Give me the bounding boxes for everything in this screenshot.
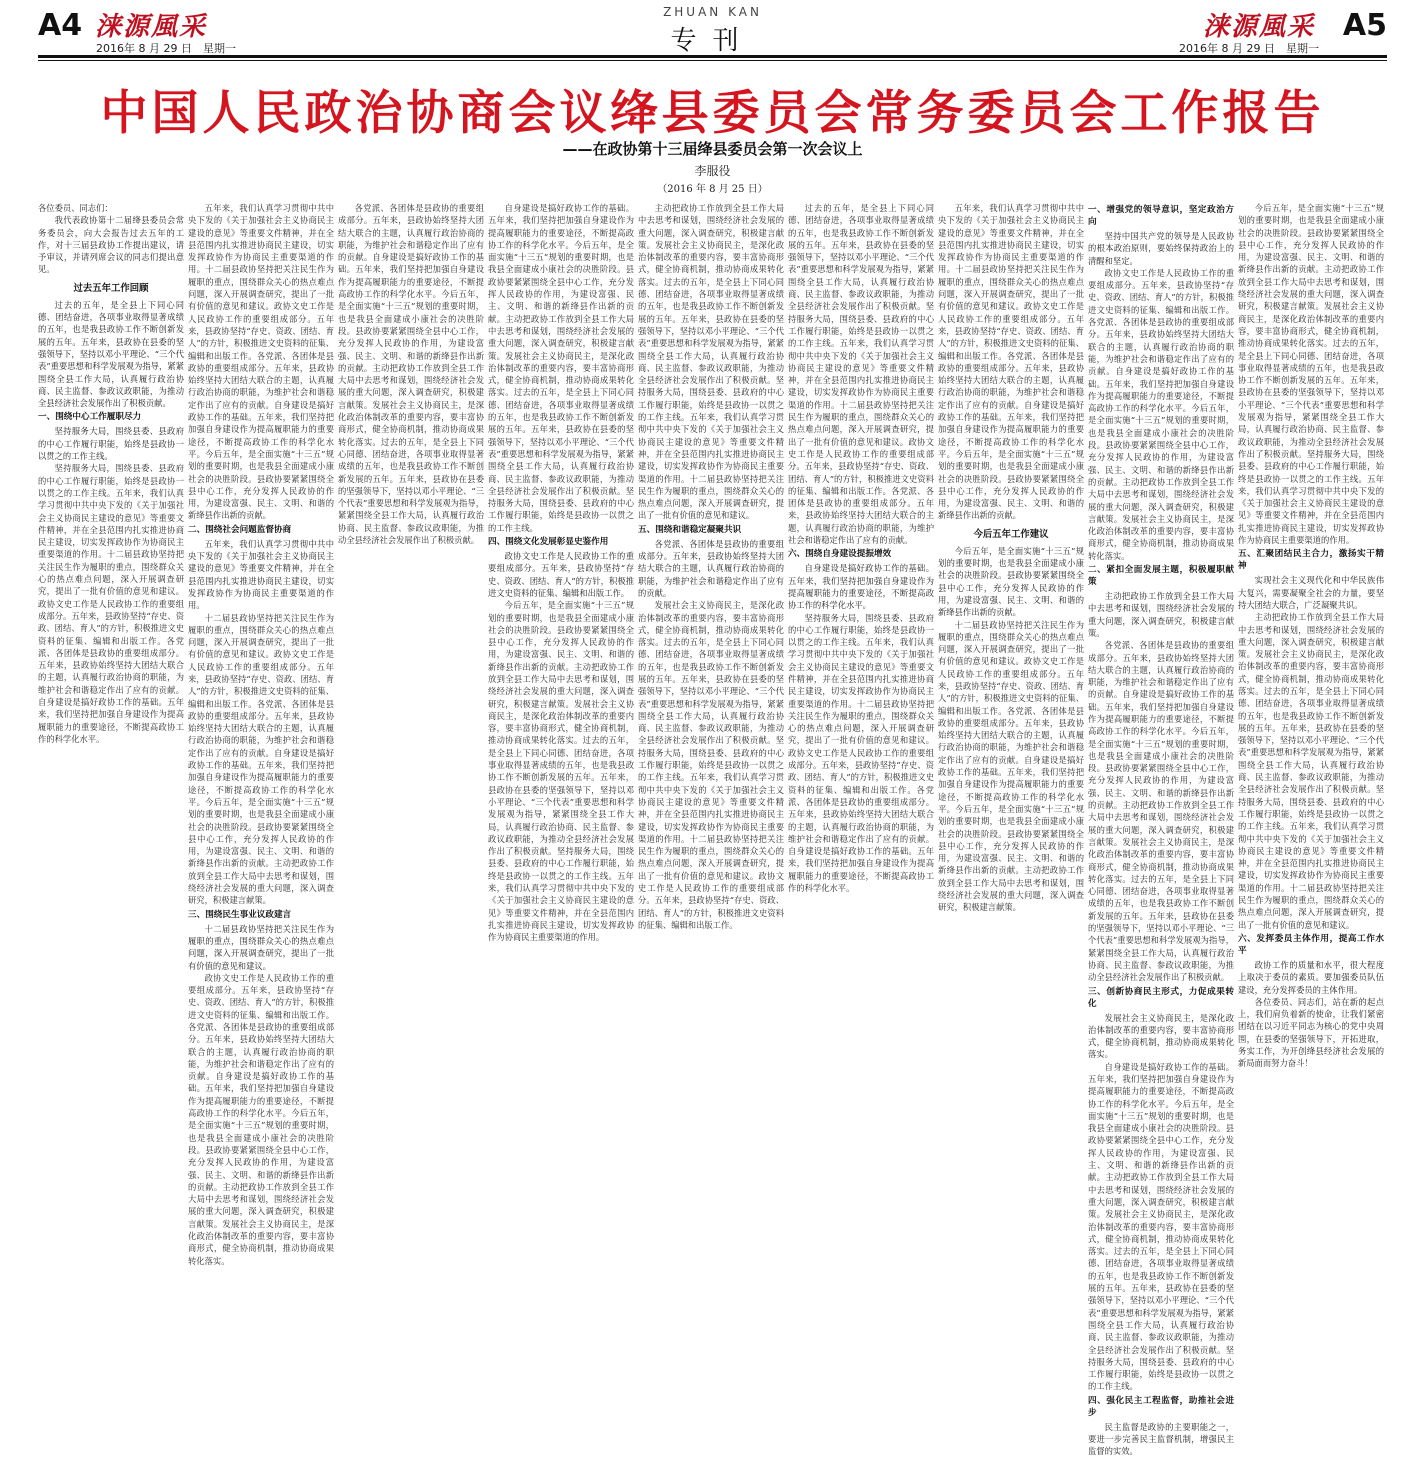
intro-paragraph: 我代表政协第十二届绛县委员会常务委员会，向大会报告过去五年的工作，对十三届县政协工作提出建议，请予审议，并请列席会议的同志们提出意见。 — [38, 215, 184, 275]
subheading-6: 六、围绕自身建设提振增效 — [788, 549, 892, 560]
body-paragraph: 坚持服务大局，围绕县委、县政府的中心工作履行职能，始终是县政协一以贯之的工作主线。五年来，我们认真学习贯彻中共中央下发的《关于加强社会主义协商民主建设的意见》等重要文件精神，并在全县范围内扎实推进协商民主建设，切实发挥政协作为协商民主重要渠道的作用。十二届县政协坚持把关注民生作为履职的重点，围绕群众关心的热点难点问题，深入开展调查研究，提出了一批有价值的意见和建议。政协文史工作是人民政协工作的重要组成部分。五年来，县政协坚持“存史、资政、团结、育人”的方针，积极推进文史资料的征集、编辑和出版工作。各党派、各团体是县政协的重要组成部分。五年来，县政协始终坚持大团结大联合的主题，认真履行政治协商的职能，为维护社会和谐稳定作出了应有的贡献。自身建设是搞好政协工作的基础。五年来，我们坚持把加强自身建设作为提高履职能力的重要途径，不断提高政协工作的科学化水平。 — [788, 612, 934, 894]
body-paragraph: 今后五年，是全面实施“十三五”规划的重要时期，也是我县全面建成小康社会的决胜阶段。县政协要紧紧围绕全县中心工作，充分发挥人民政协的作用，为建设富强、民主、文明、和谐的新绛县作出新的贡献。主动把政协工作放到全县工作大局中去思考和谋划，围绕经济社会发展的重大问题，深入调查研究，积极建言献策。发展社会主义协商民主，是深化政治体制改革的重要内容，要丰富协商形式，健全协商机制，推动协商成果转化落实。过去的五年，是全县上下同心同德、团结奋进，各项事业取得显著成绩的五年，也是我县政协工作不断创新发展的五年。五年来，县政协在县委的坚强领导下，坚持以邓小平理论、“三个代表”重要思想和科学发展观为指导，紧紧围绕全县工作大局，认真履行政治协商、民主监督、参政议政职能，为推动全县经济社会发展作出了积极贡献。坚持服务大局，围绕县委、县政府的中心工作履行职能，始终是县政协一以贯之的工作主线。五年来，我们认真学习贯彻中共中央下发的《关于加强社会主义协商民主建设的意见》等重要文件精神，并在全县范围内扎实推进协商民主建设，切实发挥政协作为协商民主重要渠道的作用。 — [1238, 203, 1384, 546]
page-number-left: A4 — [38, 8, 83, 43]
body-paragraph: 自身建设是搞好政协工作的基础。五年来，我们坚持把加强自身建设作为提高履职能力的重要途径，不断提高政协工作的科学化水平。今后五年，是全面实施“十三五”规划的重要时期，也是我县全面建成小康社会的决胜阶段。县政协要紧紧围绕全县中心工作，充分发挥人民政协的作用，为建设富强、民主、文明、和谐的新绛县作出新的贡献。主动把政协工作放到全县工作大局中去思考和谋划，围绕经济社会发展的重大问题，深入调查研究，积极建言献策。发展社会主义协商民主，是深化政治体制改革的重要内容，要丰富协商形式，健全协商机制，推动协商成果转化落实。过去的五年，是全县上下同心同德、团结奋进，各项事业取得显著成绩的五年，也是我县政协工作不断创新发展的五年。五年来，县政协在县委的坚强领导下，坚持以邓小平理论、“三个代表”重要思想和科学发展观为指导，紧紧围绕全县工作大局，认真履行政治协商、民主监督、参政议政职能，为推动全县经济社会发展作出了积极贡献。坚持服务大局，围绕县委、县政府的中心工作履行职能，始终是县政协一以贯之的工作主线。 — [488, 203, 634, 533]
section-name-en: ZHUAN KAN — [663, 5, 762, 19]
article-column-1 — [38, 202, 184, 944]
article-column-7 — [938, 202, 1084, 944]
fut1-paragraph: 坚持中国共产党的领导是人民政协的根本政治原则，要始终保持政治上的清醒和坚定。 — [1088, 231, 1234, 266]
sub6-paragraph: 自身建设是搞好政协工作的基础。五年来，我们坚持把加强自身建设作为提高履职能力的重要途径，不断提高政协工作的科学化水平。 — [788, 563, 934, 611]
body-paragraph: 发展社会主义协商民主，是深化政治体制改革的重要内容，要丰富协商形式，健全协商机制，推动协商成果转化落实。过去的五年，是全县上下同心同德、团结奋进，各项事业取得显著成绩的五年，也是我县政协工作不断创新发展的五年。五年来，县政协在县委的坚强领导下，坚持以邓小平理论、“三个代表”重要思想和科学发展观为指导，紧紧围绕全县工作大局，认真履行政治协商、民主监督、参政议政职能，为推动全县经济社会发展作出了积极贡献。坚持服务大局，围绕县委、县政府的中心工作履行职能，始终是县政协一以贯之的工作主线。五年来，我们认真学习贯彻中共中央下发的《关于加强社会主义协商民主建设的意见》等重要文件精神，并在全县范围内扎实推进协商民主建设，切实发挥政协作为协商民主重要渠道的作用。十二届县政协坚持把关注民生作为履职的重点，围绕群众关心的热点难点问题，深入开展调查研究，提出了一批有价值的意见和建议。政协文史工作是人民政协工作的重要组成部分。五年来，县政协坚持“存史、资政、团结、育人”的方针，积极推进文史资料的征集、编辑和出版工作。 — [638, 600, 784, 930]
salutation: 各位委员、同志们： — [38, 203, 113, 213]
article-column-5 — [638, 202, 784, 944]
article-column-9 — [1238, 202, 1384, 1069]
body-paragraph: 十二届县政协坚持把关注民生作为履职的重点，围绕群众关心的热点难点问题，深入开展调查研究，提出了一批有价值的意见和建议。政协文史工作是人民政协工作的重要组成部分。五年来，县政协坚持“存史、资政、团结、育人”的方针，积极推进文史资料的征集、编辑和出版工作。各党派、各团体是县政协的重要组成部分。五年来，县政协始终坚持大团结大联合的主题，认真履行政治协商的职能，为维护社会和谐稳定作出了应有的贡献。自身建设是搞好政协工作的基础。五年来，我们坚持把加强自身建设作为提高履职能力的重要途径，不断提高政协工作的科学化水平。今后五年，是全面实施“十三五”规划的重要时期，也是我县全面建成小康社会的决胜阶段。县政协要紧紧围绕全县中心工作，充分发挥人民政协的作用，为建设富强、民主、文明、和谐的新绛县作出新的贡献。主动把政协工作放到全县工作大局中去思考和谋划，围绕经济社会发展的重大问题，深入调查研究，积极建言献策。 — [188, 612, 334, 906]
fut3-paragraph: 发展社会主义协商民主，是深化政治体制改革的重要内容，要丰富协商形式，健全协商机制，推动协商成果转化落实。 — [1088, 1012, 1234, 1060]
sub1-paragraph: 坚持服务大局，围绕县委、县政府的中心工作履行职能，始终是县政协一以贯之的工作主线。 — [38, 426, 184, 462]
article-column-2 — [188, 202, 334, 1266]
future-subheading-2: 二、紧扣全面发展主题，积极履职献策 — [1088, 565, 1234, 588]
body-paragraph: 各党派、各团体是县政协的重要组成部分。五年来，县政协始终坚持大团结大联合的主题，认真履行政治协商的职能，为维护社会和谐稳定作出了应有的贡献。自身建设是搞好政协工作的基础。五年来，我们坚持把加强自身建设作为提高履职能力的重要途径，不断提高政协工作的科学化水平。今后五年，是全面实施“十三五”规划的重要时期，也是我县全面建成小康社会的决胜阶段。县政协要紧紧围绕全县中心工作，充分发挥人民政协的作用，为建设富强、民主、文明、和谐的新绛县作出新的贡献。主动把政协工作放到全县工作大局中去思考和谋划，围绕经济社会发展的重大问题，深入调查研究，积极建言献策。发展社会主义协商民主，是深化政治体制改革的重要内容，要丰富协商形式，健全协商机制，推动协商成果转化落实。过去的五年，是全县上下同心同德、团结奋进，各项事业取得显著成绩的五年，也是我县政协工作不断创新发展的五年。五年来，县政协在县委的坚强领导下，坚持以邓小平理论、“三个代表”重要思想和科学发展观为指导，紧紧围绕全县工作大局，认真履行政治协商、民主监督、参政议政职能，为推动全县经济社会发展作出了积极贡献。 — [1088, 640, 1234, 983]
body-paragraph: 政协文史工作是人民政协工作的重要组成部分。五年来，县政协坚持“存史、资政、团结、育人”的方针，积极推进文史资料的征集、编辑和出版工作。各党派、各团体是县政协的重要组成部分。五年来，县政协始终坚持大团结大联合的主题，认真履行政治协商的职能，为维护社会和谐稳定作出了应有的贡献。自身建设是搞好政协工作的基础。五年来，我们坚持把加强自身建设作为提高履职能力的重要途径，不断提高政协工作的科学化水平。今后五年，是全面实施“十三五”规划的重要时期，也是我县全面建成小康社会的决胜阶段。县政协要紧紧围绕全县中心工作，充分发挥人民政协的作用，为建设富强、民主、文明、和谐的新绛县作出新的贡献。主动把政协工作放到全县工作大局中去思考和谋划，围绕经济社会发展的重大问题，深入调查研究，积极建言献策。发展社会主义协商民主，是深化政治体制改革的重要内容，要丰富协商形式，健全协商机制，推动协商成果转化落实。 — [1088, 267, 1234, 561]
brand-logo-right: 涞源風采 — [1202, 12, 1315, 42]
body-paragraph: 过去的五年，是全县上下同心同德、团结奋进，各项事业取得显著成绩的五年，也是我县政协工作不断创新发展的五年。五年来，县政协在县委的坚强领导下，坚持以邓小平理论、“三个代表”重要思想和科学发展观为指导，紧紧围绕全县工作大局，认真履行政治协商、民主监督、参政议政职能，为推动全县经济社会发展作出了积极贡献。坚持服务大局，围绕县委、县政府的中心工作履行职能，始终是县政协一以贯之的工作主线。五年来，我们认真学习贯彻中共中央下发的《关于加强社会主义协商民主建设的意见》等重要文件精神，并在全县范围内扎实推进协商民主建设，切实发挥政协作为协商民主重要渠道的作用。十二届县政协坚持把关注民生作为履职的重点，围绕群众关心的热点难点问题，深入开展调查研究，提出了一批有价值的意见和建议。政协文史工作是人民政协工作的重要组成部分。五年来，县政协坚持“存史、资政、团结、育人”的方针，积极推进文史资料的征集、编辑和出版工作。各党派、各团体是县政协的重要组成部分。五年来，县政协始终坚持大团结大联合的主题，认真履行政治协商的职能，为维护社会和谐稳定作出了应有的贡献。 — [788, 203, 934, 546]
article-column-4 — [488, 202, 634, 944]
article-column-8 — [1088, 202, 1234, 1457]
future-subheading-3: 三、创新协商民主形式，力促成果转化 — [1088, 986, 1234, 1009]
article-column-6 — [788, 202, 934, 944]
article-column-3 — [338, 202, 484, 944]
sub4-paragraph: 政协文史工作是人民政协工作的重要组成部分。五年来，县政协坚持“存史、资政、团结、育人”的方针，积极推进文史资料的征集、编辑和出版工作。 — [488, 551, 634, 598]
future-subheading-1: 一、增强党的领导意识，坚定政治方向 — [1088, 205, 1234, 227]
body-paragraph: 五年来，我们认真学习贯彻中共中央下发的《关于加强社会主义协商民主建设的意见》等重要文件精神，并在全县范围内扎实推进协商民主建设，切实发挥政协作为协商民主重要渠道的作用。十二届县政协坚持把关注民生作为履职的重点，围绕群众关心的热点难点问题，深入开展调查研究，提出了一批有价值的意见和建议。政协文史工作是人民政协工作的重要组成部分。五年来，县政协坚持“存史、资政、团结、育人”的方针，积极推进文史资料的征集、编辑和出版工作。各党派、各团体是县政协的重要组成部分。五年来，县政协始终坚持大团结大联合的主题，认真履行政治协商的职能，为维护社会和谐稳定作出了应有的贡献。自身建设是搞好政协工作的基础。五年来，我们坚持把加强自身建设作为提高履职能力的重要途径，不断提高政协工作的科学化水平。今后五年，是全面实施“十三五”规划的重要时期，也是我县全面建成小康社会的决胜阶段。县政协要紧紧围绕全县中心工作，充分发挥人民政协的作用，为建设富强、民主、文明、和谐的新绛县作出新的贡献。 — [188, 203, 334, 521]
body-paragraph: 自身建设是搞好政协工作的基础。五年来，我们坚持把加强自身建设作为提高履职能力的重要途径，不断提高政协工作的科学化水平。今后五年，是全面实施“十三五”规划的重要时期，也是我县全面建成小康社会的决胜阶段。县政协要紧紧围绕全县中心工作，充分发挥人民政协的作用，为建设富强、民主、文明、和谐的新绛县作出新的贡献。主动把政协工作放到全县工作大局中去思考和谋划，围绕经济社会发展的重大问题，深入调查研究，积极建言献策。发展社会主义协商民主，是深化政治体制改革的重要内容，要丰富协商形式，健全协商机制，推动协商成果转化落实。过去的五年，是全县上下同心同德、团结奋进，各项事业取得显著成绩的五年，也是我县政协工作不断创新发展的五年。五年来，县政协在县委的坚强领导下，坚持以邓小平理论、“三个代表”重要思想和科学发展观为指导，紧紧围绕全县工作大局，认真履行政治协商、民主监督、参政议政职能，为推动全县经济社会发展作出了积极贡献。坚持服务大局，围绕县委、县政府的中心工作履行职能，始终是县政协一以贯之的工作主线。 — [1088, 1061, 1234, 1392]
page-number-right: A5 — [1342, 8, 1387, 43]
fut4-paragraph: 民主监督是政协的主要职能之一，要进一步完善民主监督机制，增强民主监督的实效。 — [1088, 1421, 1234, 1457]
subheading-4: 四、围绕文化发展彰显史鉴作用 — [488, 537, 609, 548]
future-subheading-5: 五、汇聚团结民主合力，激扬实干精神 — [1238, 549, 1384, 572]
body-paragraph: 十二届县政协坚持把关注民生作为履职的重点，围绕群众关心的热点难点问题，深入开展调查研究，提出了一批有价值的意见和建议。政协文史工作是人民政协工作的重要组成部分。五年来，县政协坚持“存史、资政、团结、育人”的方针，积极推进文史资料的征集、编辑和出版工作。各党派、各团体是县政协的重要组成部分。五年来，县政协始终坚持大团结大联合的主题，认真履行政治协商的职能，为维护社会和谐稳定作出了应有的贡献。自身建设是搞好政协工作的基础。五年来，我们坚持把加强自身建设作为提高履职能力的重要途径，不断提高政协工作的科学化水平。今后五年，是全面实施“十三五”规划的重要时期，也是我县全面建成小康社会的决胜阶段。县政协要紧紧围绕全县中心工作，充分发挥人民政协的作用，为建设富强、民主、文明、和谐的新绛县作出新的贡献。主动把政协工作放到全县工作大局中去思考和谋划，围绕经济社会发展的重大问题，深入调查研究，积极建言献策。 — [938, 619, 1084, 913]
article-date: （2016 年 8 月 25 日） — [657, 184, 768, 195]
issue-date-right: 2016年 8 月 29 日 星期一 — [1179, 42, 1319, 55]
closing-paragraph: 各位委员、同志们，站在新的起点上，我们肩负着新的使命，让我们紧密团结在以习近平同志为核心的党中央周围，在县委的坚强领导下，开拓进取，务实工作，为开创绛县经济社会发展的新局面而努力奋斗！ — [1238, 996, 1384, 1069]
body-paragraph: 各党派、各团体是县政协的重要组成部分。五年来，县政协始终坚持大团结大联合的主题，认真履行政治协商的职能，为维护社会和谐稳定作出了应有的贡献。自身建设是搞好政协工作的基础。五年来，我们坚持把加强自身建设作为提高履职能力的重要途径，不断提高政协工作的科学化水平。今后五年，是全面实施“十三五”规划的重要时期，也是我县全面建成小康社会的决胜阶段。县政协要紧紧围绕全县中心工作，充分发挥人民政协的作用，为建设富强、民主、文明、和谐的新绛县作出新的贡献。主动把政协工作放到全县工作大局中去思考和谋划，围绕经济社会发展的重大问题，深入调查研究，积极建言献策。发展社会主义协商民主，是深化政治体制改革的重要内容，要丰富协商形式，健全协商机制，推动协商成果转化落实。过去的五年，是全县上下同心同德、团结奋进，各项事业取得显著成绩的五年，也是我县政协工作不断创新发展的五年。五年来，县政协在县委的坚强领导下，坚持以邓小平理论、“三个代表”重要思想和科学发展观为指导，紧紧围绕全县工作大局，认真履行政治协商、民主监督、参政议政职能，为推动全县经济社会发展作出了积极贡献。 — [338, 203, 484, 546]
fut6-paragraph: 政协工作的质量和水平，很大程度上取决于委员的素质。要加强委员队伍建设，充分发挥委员的主体作用。 — [1238, 959, 1384, 995]
body-paragraph: 坚持服务大局，围绕县委、县政府的中心工作履行职能，始终是县政协一以贯之的工作主线。五年来，我们认真学习贯彻中共中央下发的《关于加强社会主义协商民主建设的意见》等重要文件精神，并在全县范围内扎实推进协商民主建设，切实发挥政协作为协商民主重要渠道的作用。十二届县政协坚持把关注民生作为履职的重点，围绕群众关心的热点难点问题，深入开展调查研究，提出了一批有价值的意见和建议。政协文史工作是人民政协工作的重要组成部分。五年来，县政协坚持“存史、资政、团结、育人”的方针，积极推进文史资料的征集、编辑和出版工作。各党派、各团体是县政协的重要组成部分。五年来，县政协始终坚持大团结大联合的主题，认真履行政治协商的职能，为维护社会和谐稳定作出了应有的贡献。自身建设是搞好政协工作的基础。五年来，我们坚持把加强自身建设作为提高履职能力的重要途径，不断提高政协工作的科学化水平。 — [38, 463, 184, 744]
subheading-5: 五、围绕和谐稳定凝聚共识 — [638, 524, 742, 535]
future-paragraph: 今后五年，是全面实施“十三五”规划的重要时期，也是我县全面建成小康社会的决胜阶段。县政协要紧紧围绕全县中心工作，充分发挥人民政协的作用，为建设富强、民主、文明、和谐的新绛县作出新的贡献。 — [938, 545, 1084, 618]
subheading-3: 三、围绕民生事业议政建言 — [188, 909, 292, 920]
masthead-rule-thin — [38, 60, 1387, 61]
fut5-paragraph: 实现社会主义现代化和中华民族伟大复兴，需要凝聚全社会的力量，要坚持大团结大联合，广泛凝聚共识。 — [1238, 575, 1384, 610]
section-heading-past: 过去五年工作回顾 — [73, 282, 149, 294]
body-paragraph: 五年来，我们认真学习贯彻中共中央下发的《关于加强社会主义协商民主建设的意见》等重要文件精神，并在全县范围内扎实推进协商民主建设，切实发挥政协作为协商民主重要渠道的作用。十二届县政协坚持把关注民生作为履职的重点，围绕群众关心的热点难点问题，深入开展调查研究，提出了一批有价值的意见和建议。政协文史工作是人民政协工作的重要组成部分。五年来，县政协坚持“存史、资政、团结、育人”的方针，积极推进文史资料的征集、编辑和出版工作。各党派、各团体是县政协的重要组成部分。五年来，县政协始终坚持大团结大联合的主题，认真履行政治协商的职能，为维护社会和谐稳定作出了应有的贡献。自身建设是搞好政协工作的基础。五年来，我们坚持把加强自身建设作为提高履职能力的重要途径，不断提高政协工作的科学化水平。今后五年，是全面实施“十三五”规划的重要时期，也是我县全面建成小康社会的决胜阶段。县政协要紧紧围绕全县中心工作，充分发挥人民政协的作用，为建设富强、民主、文明、和谐的新绛县作出新的贡献。 — [938, 203, 1084, 521]
issue-date-left: 2016年 8 月 29 日 星期一 — [96, 42, 236, 55]
sub2-paragraph: 五年来，我们认真学习贯彻中共中央下发的《关于加强社会主义协商民主建设的意见》等重要文件精神，并在全县范围内扎实推进协商民主建设，切实发挥政协作为协商民主重要渠道的作用。 — [188, 538, 334, 611]
sub3-paragraph: 十二届县政协坚持把关注民生作为履职的重点，围绕群众关心的热点难点问题，深入开展调查研究，提出了一批有价值的意见和建议。 — [188, 923, 334, 971]
future-subheading-6: 六、发挥委员主体作用，提高工作水平 — [1238, 933, 1384, 956]
fut2-paragraph: 主动把政协工作放到全县工作大局中去思考和谋划，围绕经济社会发展的重大问题，深入调查研究，积极建言献策。 — [1088, 591, 1234, 638]
article-headline: 中国人民政治协商会议绛县委员会常务委员会工作报告 — [100, 86, 1325, 141]
masthead — [0, 0, 1425, 60]
body-paragraph: 主动把政协工作放到全县工作大局中去思考和谋划，围绕经济社会发展的重大问题，深入调查研究，积极建言献策。发展社会主义协商民主，是深化政治体制改革的重要内容，要丰富协商形式，健全协商机制，推动协商成果转化落实。过去的五年，是全县上下同心同德、团结奋进，各项事业取得显著成绩的五年，也是我县政协工作不断创新发展的五年。五年来，县政协在县委的坚强领导下，坚持以邓小平理论、“三个代表”重要思想和科学发展观为指导，紧紧围绕全县工作大局，认真履行政治协商、民主监督、参政议政职能，为推动全县经济社会发展作出了积极贡献。坚持服务大局，围绕县委、县政府的中心工作履行职能，始终是县政协一以贯之的工作主线。五年来，我们认真学习贯彻中共中央下发的《关于加强社会主义协商民主建设的意见》等重要文件精神，并在全县范围内扎实推进协商民主建设，切实发挥政协作为协商民主重要渠道的作用。十二届县政协坚持把关注民生作为履职的重点，围绕群众关心的热点难点问题，深入开展调查研究，提出了一批有价值的意见和建议。 — [638, 203, 784, 521]
masthead-rule-thick — [38, 55, 1387, 58]
section-name: 专刊 — [670, 26, 755, 56]
sub5-paragraph: 各党派、各团体是县政协的重要组成部分。五年来，县政协始终坚持大团结大联合的主题，认真履行政治协商的职能，为维护社会和谐稳定作出了应有的贡献。 — [638, 538, 784, 598]
subheading-2: 二、围绕社会问题监督协商 — [188, 524, 292, 535]
future-subheading-4: 四、强化民主工程监督，助推社会进步 — [1088, 1395, 1234, 1418]
brand-logo-left: 涞源風采 — [95, 12, 208, 42]
body-paragraph: 政协文史工作是人民政协工作的重要组成部分。五年来，县政协坚持“存史、资政、团结、育人”的方针，积极推进文史资料的征集、编辑和出版工作。各党派、各团体是县政协的重要组成部分。五年来，县政协始终坚持大团结大联合的主题，认真履行政治协商的职能，为维护社会和谐稳定作出了应有的贡献。自身建设是搞好政协工作的基础。五年来，我们坚持把加强自身建设作为提高履职能力的重要途径，不断提高政协工作的科学化水平。今后五年，是全面实施“十三五”规划的重要时期，也是我县全面建成小康社会的决胜阶段。县政协要紧紧围绕全县中心工作，充分发挥人民政协的作用，为建设富强、民主、文明、和谐的新绛县作出新的贡献。主动把政协工作放到全县工作大局中去思考和谋划，围绕经济社会发展的重大问题，深入调查研究，积极建言献策。发展社会主义协商民主，是深化政治体制改革的重要内容，要丰富协商形式，健全协商机制，推动协商成果转化落实。 — [188, 972, 334, 1266]
article-subtitle: ——在政协第十三届绛县委员会第一次会议上 — [562, 140, 863, 158]
body-paragraph: 今后五年，是全面实施“十三五”规划的重要时期，也是我县全面建成小康社会的决胜阶段。县政协要紧紧围绕全县中心工作，充分发挥人民政协的作用，为建设富强、民主、文明、和谐的新绛县作出新的贡献。主动把政协工作放到全县工作大局中去思考和谋划，围绕经济社会发展的重大问题，深入调查研究，积极建言献策。发展社会主义协商民主，是深化政治体制改革的重要内容，要丰富协商形式，健全协商机制，推动协商成果转化落实。过去的五年，是全县上下同心同德、团结奋进，各项事业取得显著成绩的五年，也是我县政协工作不断创新发展的五年。五年来，县政协在县委的坚强领导下，坚持以邓小平理论、“三个代表”重要思想和科学发展观为指导，紧紧围绕全县工作大局，认真履行政治协商、民主监督、参政议政职能，为推动全县经济社会发展作出了积极贡献。坚持服务大局，围绕县委、县政府的中心工作履行职能，始终是县政协一以贯之的工作主线。五年来，我们认真学习贯彻中共中央下发的《关于加强社会主义协商民主建设的意见》等重要文件精神，并在全县范围内扎实推进协商民主建设，切实发挥政协作为协商民主重要渠道的作用。 — [488, 600, 634, 943]
past-paragraph: 过去的五年，是全县上下同心同德、团结奋进，各项事业取得显著成绩的五年，也是我县政协工作不断创新发展的五年。五年来，县政协在县委的坚强领导下，坚持以邓小平理论、“三个代表”重要思想和科学发展观为指导，紧紧围绕全县工作大局，认真履行政治协商、民主监督、参政议政职能，为推动全县经济社会发展作出了积极贡献。 — [38, 299, 184, 409]
section-heading-future: 今后五年工作建议 — [973, 528, 1049, 540]
article-author: 李服役 — [694, 164, 731, 178]
article-body — [38, 202, 1387, 1457]
subheading-1: 一、围绕中心工作履职尽力 — [38, 412, 142, 423]
body-paragraph: 主动把政协工作放到全县工作大局中去思考和谋划，围绕经济社会发展的重大问题，深入调查研究，积极建言献策。发展社会主义协商民主，是深化政治体制改革的重要内容，要丰富协商形式，健全协商机制，推动协商成果转化落实。过去的五年，是全县上下同心同德、团结奋进，各项事业取得显著成绩的五年，也是我县政协工作不断创新发展的五年。五年来，县政协在县委的坚强领导下，坚持以邓小平理论、“三个代表”重要思想和科学发展观为指导，紧紧围绕全县工作大局，认真履行政治协商、民主监督、参政议政职能，为推动全县经济社会发展作出了积极贡献。坚持服务大局，围绕县委、县政府的中心工作履行职能，始终是县政协一以贯之的工作主线。五年来，我们认真学习贯彻中共中央下发的《关于加强社会主义协商民主建设的意见》等重要文件精神，并在全县范围内扎实推进协商民主建设，切实发挥政协作为协商民主重要渠道的作用。十二届县政协坚持把关注民生作为履职的重点，围绕群众关心的热点难点问题，深入开展调查研究，提出了一批有价值的意见和建议。 — [1238, 612, 1384, 930]
